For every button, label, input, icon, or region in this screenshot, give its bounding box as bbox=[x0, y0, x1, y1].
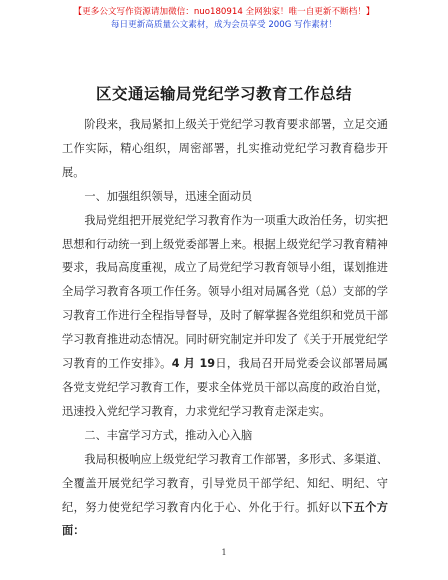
section-2-bold-tail: 下五个方面： bbox=[62, 500, 388, 538]
promo-line-wechat: 【更多公文写作资源请加微信：nuo180914 全网独家！唯一自更新不断档！】 bbox=[73, 7, 375, 17]
promo-banner bbox=[0, 6, 448, 31]
section-2-text: 我局积极响应上级党纪学习教育工作部署，多形式、多渠道、全覆盖开展党纪学习教育，引导党员干部学纪、知纪、明纪、守纪，努力使党纪学习教育内化于心、外化于行。抓好以 bbox=[62, 452, 388, 514]
section-heading-2: 二、丰富学习方式，推动入心入脑 bbox=[84, 428, 253, 442]
page-number: 1 bbox=[221, 548, 227, 557]
document-body bbox=[62, 113, 388, 543]
document-title: 区交通运输局党纪学习教育工作总结 bbox=[95, 85, 352, 103]
section-1-text-continued: 日，我局召开局党委会议部署局属各党支党纪学习教育工作，要求全体党员干部以高度的政治自觉，迅速投入党纪学习教育，力求党纪学习教育走深走实。 bbox=[62, 357, 388, 418]
section-heading-1: 一、加强组织领导，迅速全面动员 bbox=[84, 189, 253, 203]
section-1-text: 我局党组把开展党纪学习教育作为一项重大政治任务，切实把思想和行动统一到上级党委部署上来。根据上级党纪学习教育精神要求，我局高度重视，成立了局党纪学习教育领导小组，谋划推进全局学习教育各项工作任务。领导小组对局属各党（总）支部的学习教育工作进行全程指导督导，及时了解掌握各党组织和党员干部学习教育推进动态情况。同时研究制定并印发了《关于开展党纪学习教育的工作安排》。 bbox=[62, 213, 388, 371]
section-1-paragraph bbox=[62, 209, 388, 424]
section-2-paragraph bbox=[62, 448, 388, 544]
intro-paragraph: 阶段来，我局紧扣上级关于党纪学习教育要求部署，立足交通工作实际，精心组织，周密部署，扎实推动党纪学习教育稳步开展。 bbox=[62, 118, 388, 179]
promo-line-membership: 每日更新高质量公文素材，成为会员享受 200G 写作素材！ bbox=[110, 20, 338, 30]
section-1-date: 4 月 19 bbox=[171, 357, 216, 371]
